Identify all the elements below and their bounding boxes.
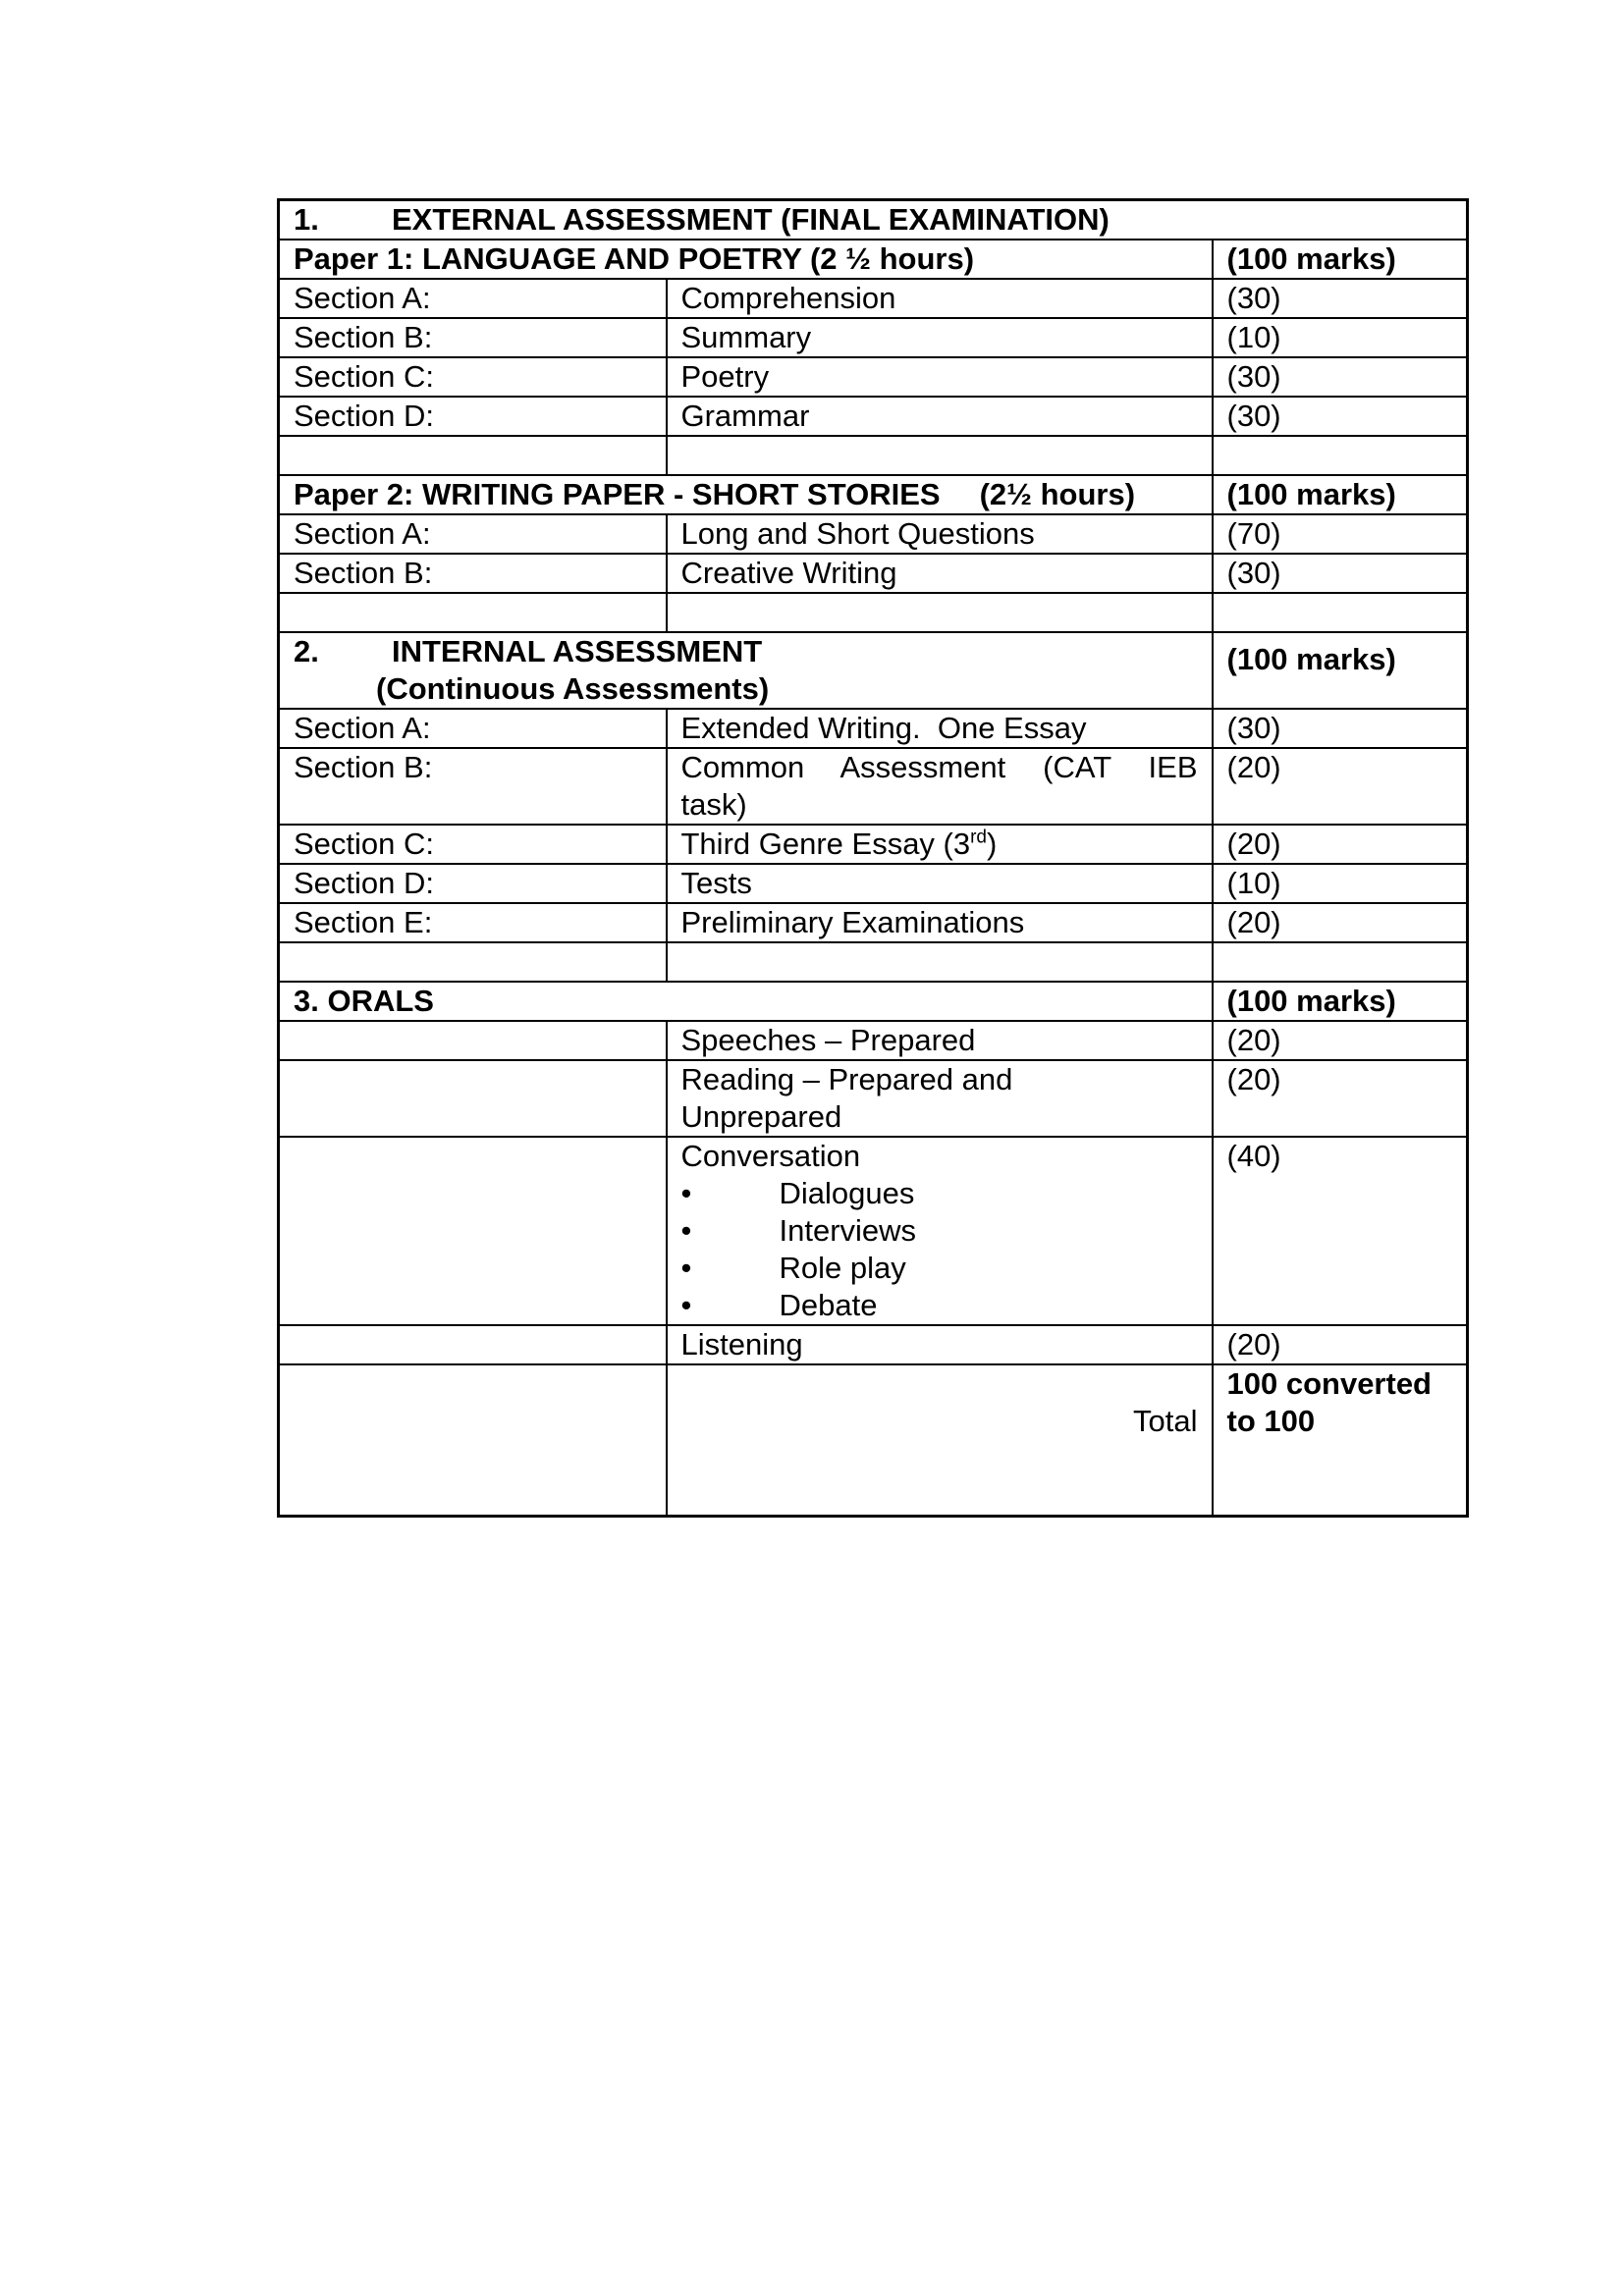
paper1-marks: (100 marks) [1213, 240, 1468, 279]
orals-mark: (20) [1213, 1060, 1468, 1137]
section3-marks: (100 marks) [1213, 982, 1468, 1021]
blank-row [279, 436, 1468, 475]
orals-item: Speeches – Prepared [667, 1021, 1213, 1060]
bullet-icon: • [680, 1213, 692, 1248]
blank-cell [279, 1060, 667, 1137]
blank-cell [279, 593, 667, 632]
paper2-heading-row [279, 475, 1468, 514]
orals-mark: (40) [1213, 1137, 1468, 1325]
section2-heading [279, 632, 1213, 709]
section-mark: (30) [1213, 357, 1468, 397]
paper2-marks: (100 marks) [1213, 475, 1468, 514]
section-mark: (30) [1213, 397, 1468, 436]
list-item [681, 1250, 1198, 1287]
table-row [279, 279, 1468, 318]
section1-heading [279, 200, 1468, 240]
section-label: Section C: [279, 357, 667, 397]
section-mark: (30) [1213, 279, 1468, 318]
blank-row [279, 942, 1468, 982]
total-row [279, 1364, 1468, 1517]
section-mark: (30) [1213, 709, 1468, 748]
section-item: Summary [667, 318, 1213, 357]
section-item: Extended Writing. One Essay [667, 709, 1213, 748]
section-label: Section A: [279, 709, 667, 748]
section1-title: EXTERNAL ASSESSMENT (FINAL EXAMINATION) [392, 202, 1110, 237]
section2-subtitle: (Continuous Assessments) [376, 671, 770, 706]
blank-cell [279, 1021, 667, 1060]
list-item [681, 1175, 1198, 1212]
table-row [279, 1021, 1468, 1060]
blank-cell [279, 436, 667, 475]
blank-cell [279, 1325, 667, 1364]
table-row [279, 1325, 1468, 1364]
section-item-text: Third Genre Essay (3 [680, 827, 971, 861]
paper1-heading-row [279, 240, 1468, 279]
section2-title: INTERNAL ASSESSMENT [392, 634, 763, 668]
table-row [279, 864, 1468, 903]
table-row [279, 709, 1468, 748]
section-label: Section D: [279, 397, 667, 436]
section-label: Section E: [279, 903, 667, 942]
bullet-icon: • [680, 1251, 692, 1285]
blank-cell [667, 942, 1213, 982]
section-mark: (10) [1213, 864, 1468, 903]
blank-cell [1213, 593, 1468, 632]
section-label: Section A: [279, 514, 667, 554]
section3-title: 3. ORALS [279, 982, 1213, 1021]
blank-cell [667, 436, 1213, 475]
table-row [279, 397, 1468, 436]
list-item-text: Role play [779, 1251, 906, 1285]
bullet-icon: • [680, 1176, 692, 1210]
section-label: Section A: [279, 279, 667, 318]
section-item [667, 825, 1213, 864]
section3-heading-row [279, 982, 1468, 1021]
blank-cell [279, 1364, 667, 1517]
orals-mark: (20) [1213, 1325, 1468, 1364]
orals-item [667, 1137, 1213, 1325]
blank-cell [1213, 942, 1468, 982]
list-item [681, 1212, 1198, 1250]
total-label: Total [1133, 1404, 1198, 1438]
table-row [279, 748, 1468, 825]
section2-heading-row [279, 632, 1468, 709]
section-label: Section C: [279, 825, 667, 864]
list-item-text: Dialogues [779, 1176, 915, 1210]
table-row [279, 514, 1468, 554]
paper2-heading [279, 475, 1213, 514]
section-mark: (20) [1213, 903, 1468, 942]
table-row [279, 825, 1468, 864]
paper2-duration: (2½ hours) [979, 477, 1136, 511]
total-cell [667, 1364, 1213, 1517]
paper2-title: Paper 2: WRITING PAPER - SHORT STORIES [294, 477, 941, 511]
list-item [681, 1287, 1198, 1324]
section-mark: (20) [1213, 825, 1468, 864]
orals-mark: (20) [1213, 1021, 1468, 1060]
total-value: 100 converted to 100 [1213, 1364, 1468, 1517]
section1-heading-row [279, 200, 1468, 240]
blank-cell [667, 593, 1213, 632]
section-item: Comprehension [667, 279, 1213, 318]
list-item-text: Debate [779, 1288, 878, 1322]
orals-item: Reading – Prepared and Unprepared [667, 1060, 1213, 1137]
table-row [279, 903, 1468, 942]
section-mark: (10) [1213, 318, 1468, 357]
blank-cell [279, 1137, 667, 1325]
ordinal-suffix: rd [970, 827, 988, 848]
table-row [279, 318, 1468, 357]
section-mark: (70) [1213, 514, 1468, 554]
table-row [279, 357, 1468, 397]
bullet-icon: • [680, 1288, 692, 1322]
section-item: Preliminary Examinations [667, 903, 1213, 942]
section-item: Common Assessment (CAT IEB task) [667, 748, 1213, 825]
conversation-label: Conversation [680, 1139, 861, 1173]
section1-number: 1. [294, 202, 319, 237]
table-row [279, 1137, 1468, 1325]
paper1-title: Paper 1: LANGUAGE AND POETRY (2 ½ hours) [279, 240, 1213, 279]
list-item-text: Interviews [779, 1213, 917, 1248]
section-item: Grammar [667, 397, 1213, 436]
blank-cell [279, 942, 667, 982]
orals-item: Listening [667, 1325, 1213, 1364]
section-label: Section B: [279, 554, 667, 593]
section2-number: 2. [294, 634, 319, 668]
section-item: Long and Short Questions [667, 514, 1213, 554]
section-label: Section D: [279, 864, 667, 903]
blank-row [279, 593, 1468, 632]
table-row [279, 554, 1468, 593]
section2-marks: (100 marks) [1213, 632, 1468, 709]
section-item-end: ) [987, 827, 998, 861]
assessment-table [277, 198, 1469, 1518]
section-item: Tests [667, 864, 1213, 903]
section-label: Section B: [279, 748, 667, 825]
blank-cell [1213, 436, 1468, 475]
section-item: Poetry [667, 357, 1213, 397]
table-row [279, 1060, 1468, 1137]
section-label: Section B: [279, 318, 667, 357]
section-mark: (30) [1213, 554, 1468, 593]
section-item: Creative Writing [667, 554, 1213, 593]
section-mark: (20) [1213, 748, 1468, 825]
